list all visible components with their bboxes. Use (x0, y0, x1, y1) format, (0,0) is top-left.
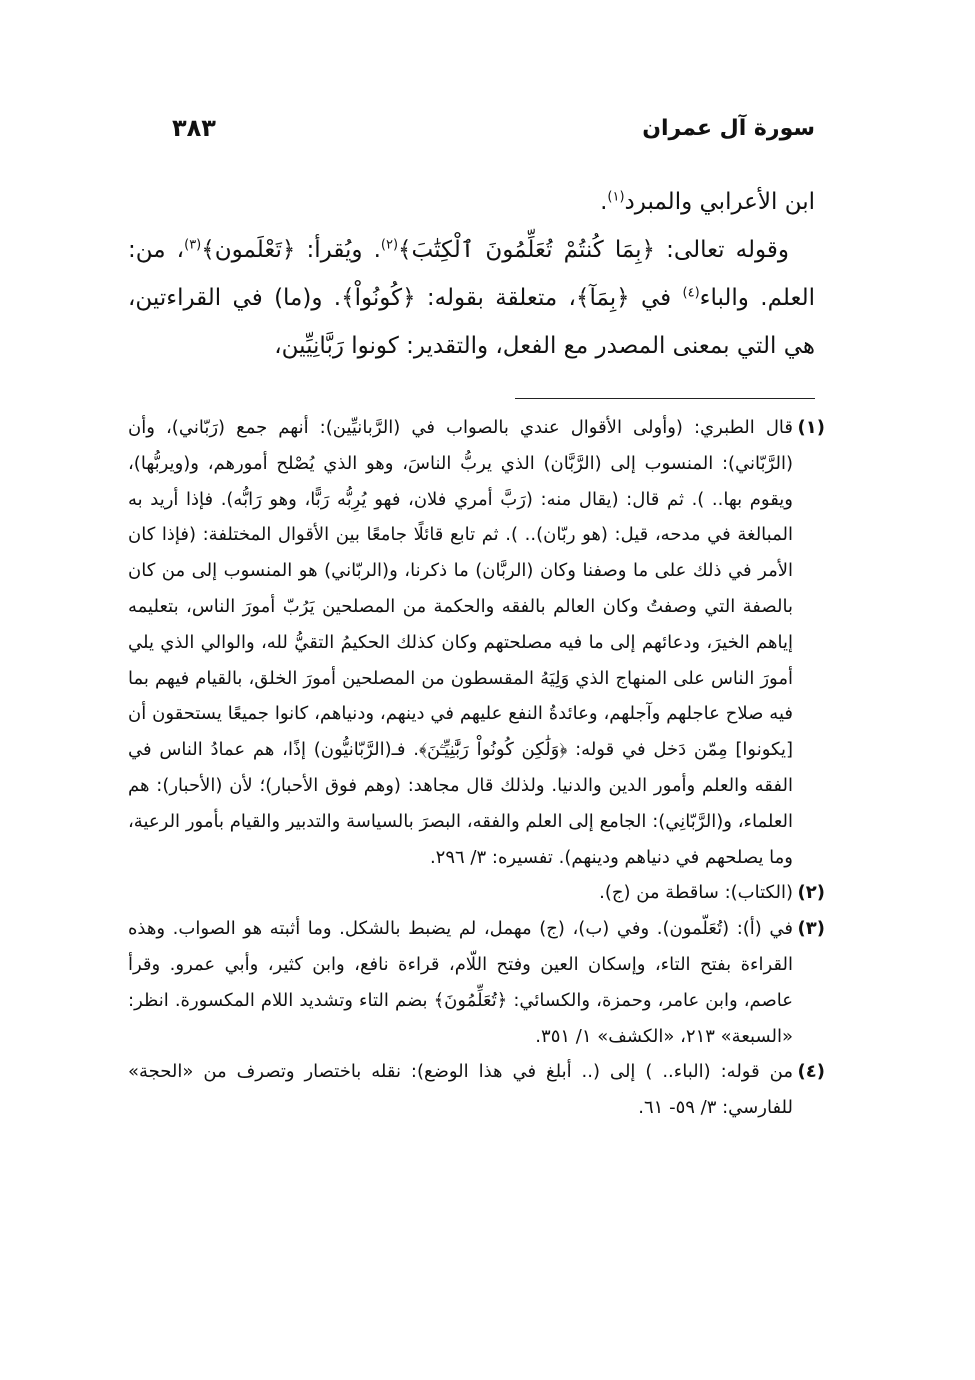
footnote-number: (٢) (797, 882, 825, 904)
main-text-segment: ، من: العلم. والباء (128, 237, 815, 311)
footnote-text: في (أ): (تُعَلّمون). وفي (ب)، (ج) مهمل، لم يضبط بالشكل. وما أثبته هو الصواب. وهذه القراءة بفتح التاء، وإسكان العين وفتح اللّام، قراءة نافع، وابن كثير، وأبي عمرو. وقرأ عاصم، وابن عامر، وحمزة، والكسائي: ﴿تُعَلِّمُونَ﴾ بضم التاء وتشديد اللام المكسورة. انظر: «السبعة» ٢١٣، «الكشف» ١/ ٣٥١. (128, 918, 793, 1047)
footnote-number: (١) (797, 417, 825, 438)
footnote-divider (515, 398, 815, 399)
page-header (172, 108, 815, 148)
main-text-end: . (600, 189, 608, 215)
main-text-segment: وقوله تعالى: ﴿بِمَا كُنتُمْ تُعَلِّمُونَ ٱلْكِتَٰبَ﴾ (398, 237, 790, 263)
page-number: ٣٨٣ (172, 114, 216, 142)
main-paragraph-2 (128, 226, 815, 370)
main-text-line: ابن الأعرابي والمبرد (624, 189, 815, 215)
footnote-ref: (١) (607, 189, 625, 205)
footnote-text: (الكتاب): ساقطة من (ج). (599, 882, 793, 904)
footnote-ref: (٢) (380, 237, 399, 253)
main-text (128, 178, 815, 370)
main-paragraph-1 (128, 178, 815, 226)
surah-title: سورة آل عمران (642, 115, 815, 141)
footnote-4 (128, 1054, 825, 1126)
main-text-segment: . ويُقرأ: ﴿تَعْلَمون﴾ (201, 237, 381, 263)
footnote-text: قال الطبري: (وأولى الأقوال عندي بالصواب في (الرَّبانيِّين): أنهم جمع (رَبّاني)، وأن (الرَّبّاني): المنسوب إلى (الرَّبَّان) الذي يربُّ الناسَ، وهو الذي يُصْلح أمورهم، و(ويربُّها)، ويقوم بها.. ). ثم قال: (يقال منه: (رَبَّ أمري فلان، فهو يُرِبُّه رَبًّا، وهو رَابُّه). فإذا أريد به المبالغة في مدحه، قيل: (هو ربّان).. ). ثم تابع قائلًا جامعًا بين الأقوال المختلفة: (فإذا كان الأمر في ذلك على ما وصفنا وكان (الربَّان) ما ذكرنا، و(الربّاني) هو المنسوب إلى من كان بالصفة التي وصفتُ وكان العالم بالفقه والحكمة من المصلحين يَرُبّ أمورَ الناس، بتعليمه إياهم الخيرَ، ودعائهم إلى ما فيه مصلحتهم وكان كذلك الحكيمُ التقيُّ لله، والوالي الذي يلي أمورَ الناس على المنهاج الذي وَلِيَهُ المقسطون من المصلحين أمورَ الخلق، بالقيام فيهم بما فيه صلاح عاجلهم وآجلهم، وعائدةُ النفع عليهم في دينهم، ودنياهم، كانوا جميعًا يستحقون أن [يكونوا] مِمّن دَخل في قوله: ﴿وَلَٰكِن كُونُواْ رَبَّٰنِيِّـۧنَ﴾. فـ(الرَّبّانيُّون) إذًا، هم عمادُ الناس في الفقه والعلم وأمور الدين والدنيا. ولذلك قال مجاهد: (وهم فوق الأحبار)؛ لأن (الأحبار): هم العلماء، و(الرَّبّانِي): الجامع إلى العلم والفقه، البصرَ بالسياسة والتدبير والقيام بأمور الرعية، وما يصلحهم في دنياهم ودينهم). تفسيره: ٣/ ٢٩٦. (128, 417, 793, 868)
footnote-2 (128, 875, 825, 911)
footnote-number: (٣) (797, 918, 825, 940)
main-text-segment: في ﴿بِمَآ﴾، متعلقة بقوله: ﴿كُونُواْ﴾. و(ما) في القراءتين، هي التي بمعنى المصدر مع الفعل، والتقدير: كونوا رَبَّانِيِّين، (128, 285, 815, 359)
footnote-3 (128, 911, 825, 1054)
footnote-1 (128, 410, 825, 875)
footnotes (128, 410, 825, 1126)
footnote-text: من قوله: (الباء.. ) إلى (.. أبلغ في هذا الوضع): نقله باختصار وتصرف من «الحجة» للفارسي: ٣/ ٥٩- ٦١. (128, 1061, 793, 1119)
footnote-ref: (٣) (184, 237, 202, 253)
footnote-number: (٤) (797, 1061, 825, 1083)
footnote-ref: (٤) (682, 285, 700, 301)
